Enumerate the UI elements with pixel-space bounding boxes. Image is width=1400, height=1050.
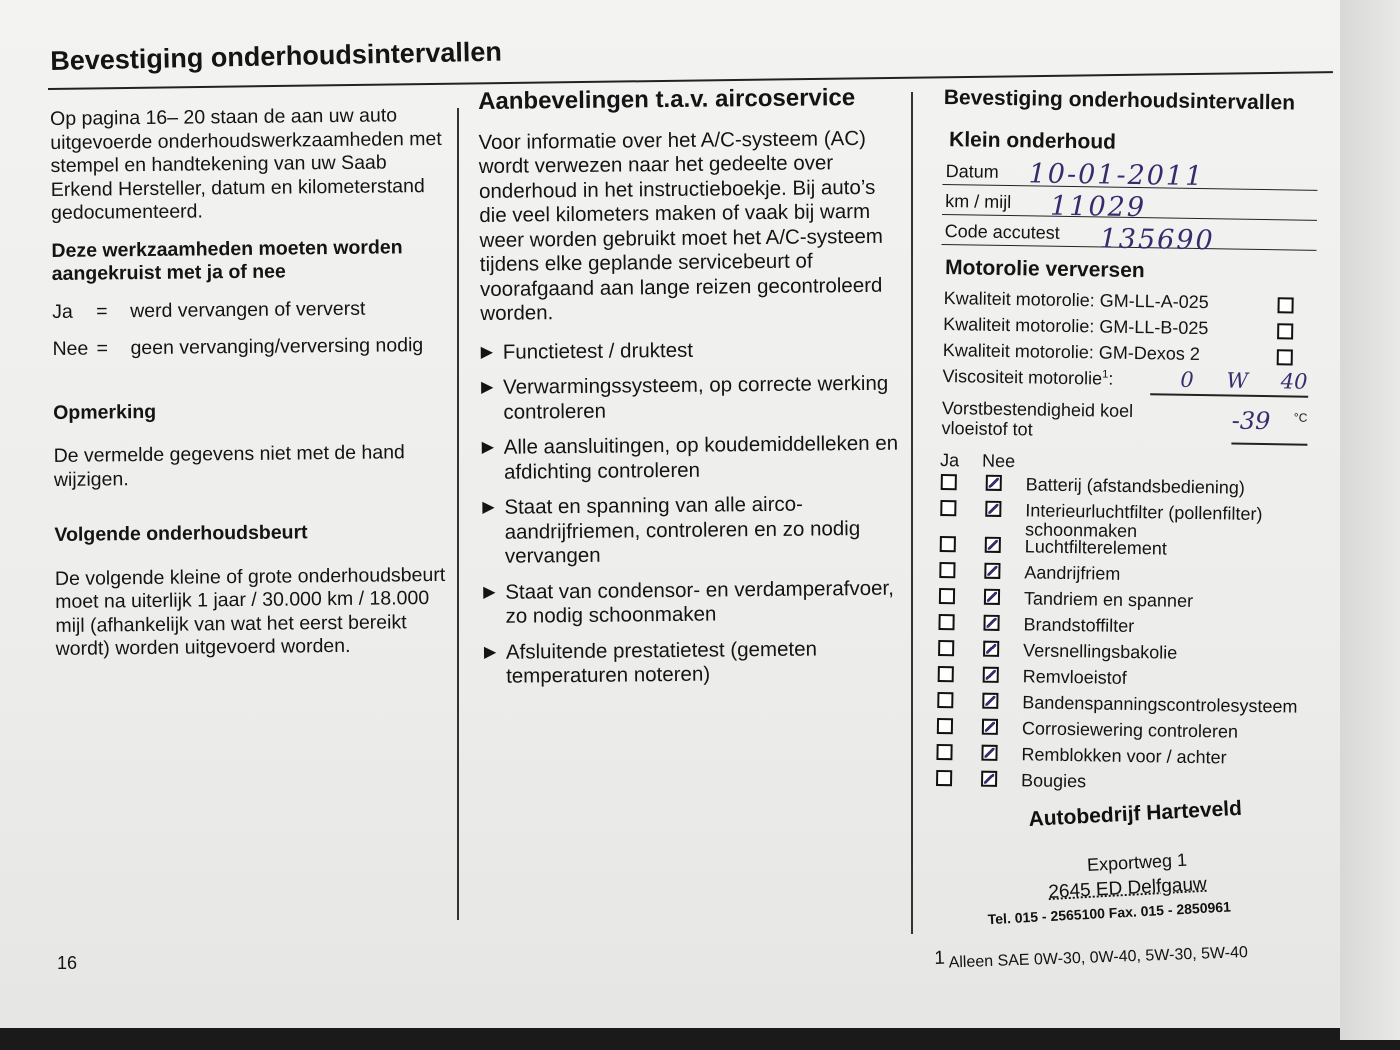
checklist-row bbox=[934, 744, 1314, 768]
km-field bbox=[942, 186, 1317, 224]
antifreeze-unit: °C bbox=[1293, 410, 1308, 425]
list-item-text: Staat van condensor- en verdamperafvoer, zo nodig schoonmaken bbox=[505, 576, 894, 628]
datum-field bbox=[942, 156, 1317, 191]
checklist-row bbox=[937, 562, 1317, 584]
legend-ja bbox=[52, 296, 452, 324]
antifreeze-row bbox=[941, 398, 1312, 444]
checklist-label: Corrosiewering controleren bbox=[1021, 718, 1239, 742]
footnote-text: Alleen SAE 0W-30, 0W-40, 5W-30, 5W-40 bbox=[948, 944, 1249, 972]
checklist-row bbox=[934, 692, 1314, 717]
left-column bbox=[50, 104, 456, 662]
nee-checkbox[interactable] bbox=[984, 589, 1000, 605]
ja-checkbox[interactable] bbox=[939, 588, 955, 604]
viscosity-value: 0 W 40 bbox=[1180, 367, 1308, 394]
checklist-label: Brandstoffilter bbox=[1023, 614, 1135, 637]
intro-text: Op pagina 16– 20 staan de aan uw auto uitgevoerde onderhoudswerkzaamheden met stempel en handtekening van uw Saab Erkend Hersteller, datum en kilometerstand gedocumenteerd. bbox=[50, 104, 442, 224]
oil-checkbox[interactable] bbox=[1277, 323, 1293, 339]
checklist-label: Bandenspanningscontrolesysteem bbox=[1022, 692, 1298, 717]
field-value: 11029 bbox=[1049, 190, 1147, 224]
checklist-label: Aandrijfriem bbox=[1024, 562, 1121, 584]
arrow-icon: ▶ bbox=[480, 343, 494, 361]
oil-checkbox[interactable] bbox=[1277, 297, 1293, 313]
ja-checkbox[interactable] bbox=[938, 614, 954, 630]
field-label: km / mijl bbox=[945, 191, 1012, 213]
ja-checkbox[interactable] bbox=[939, 562, 955, 578]
antifreeze-line bbox=[1231, 443, 1307, 446]
nee-checkbox[interactable] bbox=[984, 563, 1000, 579]
checklist-row bbox=[936, 588, 1316, 611]
checklist-label: Tandriem en spanner bbox=[1023, 588, 1194, 611]
nee-checkbox[interactable] bbox=[982, 719, 998, 735]
arrow-icon: ▶ bbox=[481, 438, 495, 456]
oil-quality-row bbox=[943, 340, 1313, 367]
list-item bbox=[482, 492, 903, 570]
nee-checkbox[interactable] bbox=[981, 771, 997, 787]
ja-checkbox[interactable] bbox=[940, 536, 956, 552]
field-value: 135690 bbox=[1099, 223, 1215, 257]
list-item-text: Alle aansluitingen, op koudemiddelleken en afdichting controleren bbox=[503, 431, 899, 484]
nee-checkbox[interactable] bbox=[982, 693, 998, 709]
aircoservice-list bbox=[481, 336, 905, 689]
viscosity-colon: : bbox=[1108, 368, 1114, 389]
legend-key: Ja bbox=[52, 300, 73, 323]
nee-checkbox[interactable] bbox=[983, 641, 999, 657]
middle-column bbox=[478, 86, 904, 701]
checklist-label: Remblokken voor / achter bbox=[1021, 744, 1227, 768]
aircoservice-title: Aanbevelingen t.a.v. aircoservice bbox=[477, 84, 856, 115]
checklist-row bbox=[937, 500, 1317, 542]
footnote bbox=[934, 937, 1248, 973]
ja-checkbox[interactable] bbox=[936, 770, 952, 786]
next-page-edge bbox=[1340, 0, 1400, 1040]
viscosity-row bbox=[942, 366, 1312, 393]
antifreeze-label-2: vloeistof tot bbox=[941, 418, 1033, 440]
legend-text: geen vervanging/verversing nodig bbox=[130, 334, 424, 360]
oil-checkbox[interactable] bbox=[1277, 349, 1293, 365]
column-divider-1 bbox=[457, 108, 459, 920]
nee-checkbox[interactable] bbox=[983, 615, 999, 631]
list-item-text: Staat en spanning van alle airco-aandrijfriemen, controleren en zo nodig vervangen bbox=[504, 492, 861, 568]
checklist-row bbox=[933, 770, 1313, 792]
list-item-text: Functietest / druktest bbox=[502, 338, 694, 364]
checklist-row bbox=[935, 666, 1315, 688]
stamp-street: Exportweg 1 bbox=[1086, 849, 1188, 875]
column-divider-2 bbox=[911, 92, 913, 934]
dealer-stamp bbox=[987, 792, 1334, 928]
footnote-mark: 1 bbox=[934, 947, 946, 969]
nee-checkbox[interactable] bbox=[986, 475, 1002, 491]
arrow-icon: ▶ bbox=[483, 643, 497, 661]
oil-quality-row bbox=[943, 288, 1313, 315]
list-item-text: Afsluitende prestatietest (gemeten temperaturen noteren) bbox=[505, 636, 818, 688]
legend-text: werd vervangen of ververst bbox=[130, 297, 366, 322]
viscosity-line bbox=[1150, 393, 1308, 397]
col-ja-header: Ja bbox=[939, 449, 960, 471]
nee-checkbox[interactable] bbox=[981, 745, 997, 761]
col-nee-header: Nee bbox=[981, 450, 1016, 472]
field-label: Code accutest bbox=[944, 221, 1060, 243]
nee-checkbox[interactable] bbox=[985, 501, 1001, 517]
arrow-icon: ▶ bbox=[483, 583, 496, 601]
ja-checkbox[interactable] bbox=[940, 500, 956, 516]
nee-checkbox[interactable] bbox=[985, 537, 1001, 553]
checklist-label: Interieurluchtfilter (pollenfilter) schoonmaken bbox=[1024, 500, 1263, 542]
oil-quality-label: Kwaliteit motorolie: GM-Dexos 2 bbox=[942, 340, 1201, 365]
legend-eq: = bbox=[96, 299, 108, 323]
stamp-phone: Tel. 015 - 2565100 Fax. 015 - 2850961 bbox=[987, 898, 1232, 928]
aircoservice-intro: Voor informatie over het A/C-systeem (AC) wordt verwezen naar het gedeelte over onderhoud in het instructieboekje. Bij auto’s die veel kilometers maken of vaak bij warm weer worden gebruikt moet het A/C-systeem tijdens elke geplande servicebeurt of voorafgaand aan lange reizen gecontroleerd worden. bbox=[478, 126, 884, 325]
antifreeze-label-1: Vorstbestendigheid koel bbox=[941, 398, 1134, 422]
footnote-ref: 1 bbox=[1102, 368, 1109, 381]
list-item bbox=[483, 576, 903, 629]
oil-quality-row bbox=[943, 314, 1313, 341]
field-value: 10-01-2011 bbox=[1028, 158, 1205, 193]
checklist-label: Remvloeistof bbox=[1022, 666, 1127, 688]
oil-quality-label: Kwaliteit motorolie: GM-LL-A-025 bbox=[943, 288, 1209, 313]
page-number: 16 bbox=[57, 953, 78, 973]
legend-key: Nee bbox=[52, 337, 89, 360]
checkbox-instruction: Deze werkzaamheden moeten worden aangekruist met ja of nee bbox=[51, 235, 403, 285]
ja-checkbox[interactable] bbox=[936, 744, 952, 760]
ja-checkbox[interactable] bbox=[937, 718, 953, 734]
ja-checkbox[interactable] bbox=[938, 640, 954, 656]
checklist-row bbox=[935, 640, 1315, 663]
antifreeze-value: -39 bbox=[1231, 406, 1271, 436]
checklist-label: Batterij (afstandsbediening) bbox=[1025, 474, 1246, 498]
klein-onderhoud-title: Klein onderhoud bbox=[948, 128, 1117, 154]
right-title: Bevestiging onderhoudsintervallen bbox=[943, 86, 1296, 115]
next-service-text: De volgende kleine of grote onderhoudsbeurt moet na uiterlijk 1 jaar / 30.000 km / 18.000 mijl (afhankelijk van wat het eerst bereikt wordt) worden uitgevoerd worden. bbox=[54, 563, 446, 660]
ja-checkbox[interactable] bbox=[938, 666, 954, 682]
stamp-city: 2645 ED Delfgauw bbox=[1047, 873, 1208, 904]
legend-eq: = bbox=[96, 337, 109, 360]
checklist-row bbox=[938, 474, 1318, 498]
arrow-icon: ▶ bbox=[481, 378, 494, 396]
viscosity-label: Viscositeit motorolie bbox=[942, 366, 1103, 389]
arrow-icon: ▶ bbox=[482, 498, 495, 516]
field-label: Datum bbox=[945, 161, 999, 182]
list-item-text: Verwarmingssysteem, op correcte werking controleren bbox=[502, 371, 889, 424]
stamp-company: Autobedrijf Harteveld bbox=[1028, 796, 1243, 831]
list-item bbox=[481, 372, 901, 425]
checklist-row bbox=[934, 718, 1314, 742]
checklist-label: Versnellingsbakolie bbox=[1022, 640, 1178, 663]
legend-nee bbox=[52, 334, 452, 362]
checklist-label: Luchtfilterelement bbox=[1024, 536, 1167, 559]
checklist-label: Bougies bbox=[1020, 770, 1087, 792]
remark-title: Opmerking bbox=[53, 400, 157, 424]
next-service-title: Volgende onderhoudsbeurt bbox=[54, 521, 308, 546]
page-heading: Bevestiging onderhoudsintervallen bbox=[50, 36, 503, 76]
right-column bbox=[933, 86, 1328, 812]
list-item bbox=[484, 636, 904, 689]
accutest-field bbox=[942, 216, 1317, 257]
list-item bbox=[481, 336, 901, 365]
oil-quality-label: Kwaliteit motorolie: GM-LL-B-025 bbox=[943, 314, 1209, 339]
remark-text: De vermelde gegevens niet met de hand wijzigen. bbox=[53, 441, 405, 491]
ja-checkbox[interactable] bbox=[941, 474, 957, 490]
list-item bbox=[482, 432, 902, 485]
motorolie-title: Motorolie verversen bbox=[944, 256, 1145, 283]
nee-checkbox[interactable] bbox=[983, 667, 999, 683]
ja-checkbox[interactable] bbox=[937, 692, 953, 708]
checklist-row bbox=[936, 614, 1316, 637]
maintenance-checklist bbox=[933, 474, 1318, 810]
